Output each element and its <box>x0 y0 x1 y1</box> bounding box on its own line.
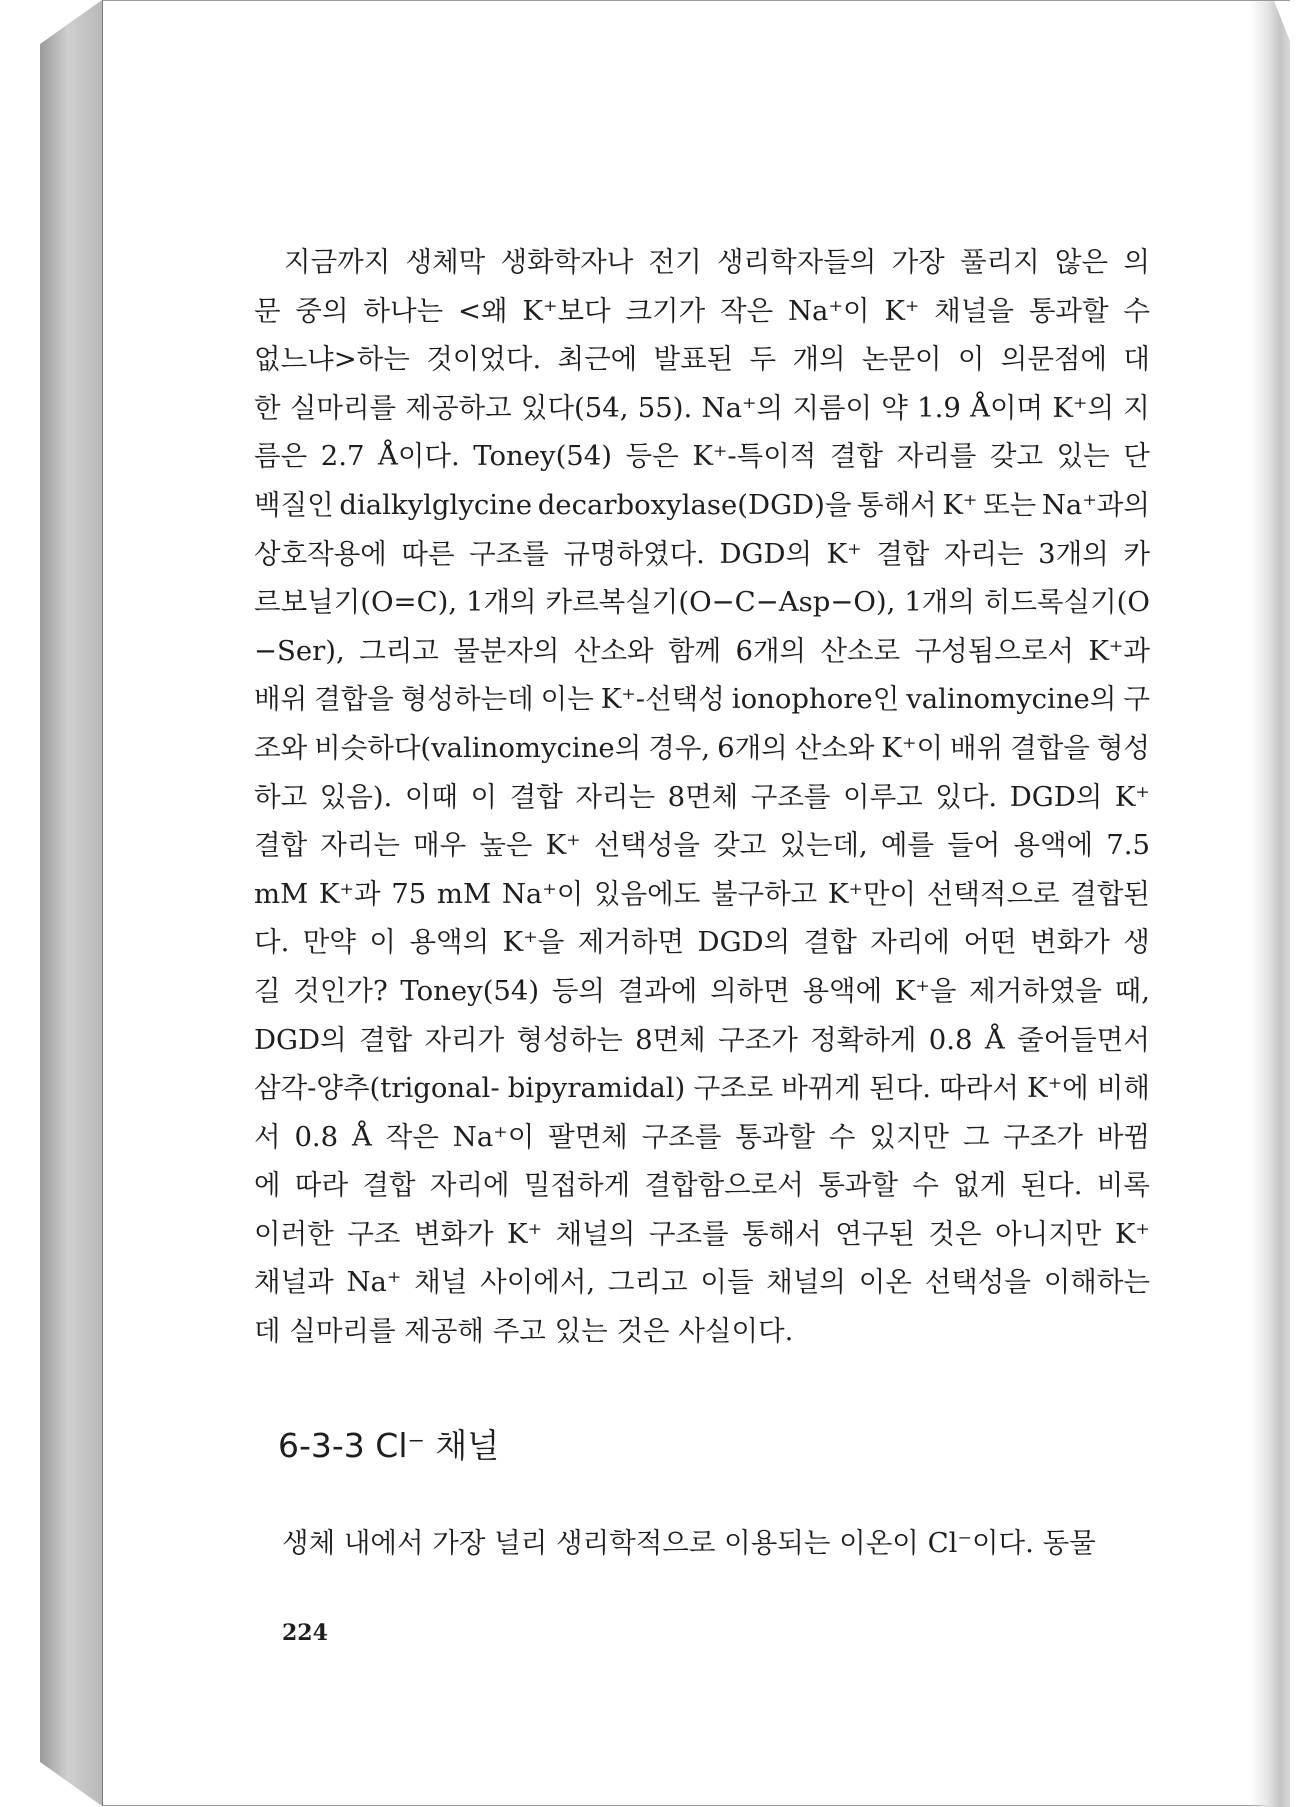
word: 이러한 <box>254 1217 334 1250</box>
word: 풀리지 <box>959 246 1040 278</box>
word: DGD의 <box>254 1023 347 1056</box>
text-line <box>254 967 1150 1016</box>
word: 결합 <box>358 1023 413 1056</box>
word: 통과할 <box>735 1120 815 1153</box>
word: 수 <box>912 1169 939 1202</box>
word: 2.7 <box>320 440 365 473</box>
word: 구조를 <box>641 1120 722 1153</box>
word: <왜 <box>457 294 508 327</box>
word: 결합 <box>509 780 563 813</box>
word: 결합을 <box>314 683 394 716</box>
word: 그리고 <box>359 634 439 667</box>
word: decarboxylase(DGD)을 <box>537 488 852 521</box>
text-line <box>254 1016 1150 1065</box>
text-line <box>254 287 1150 336</box>
word: 갖고 <box>989 440 1044 473</box>
word: 백질인 <box>254 488 334 521</box>
word: 의 <box>1123 246 1150 278</box>
word: 용액에 <box>802 974 883 1007</box>
word: 있는데, <box>779 829 868 862</box>
word: K⁺ <box>1114 1217 1150 1250</box>
word: 용액에 <box>1013 829 1094 862</box>
word: 형성 <box>1096 731 1150 764</box>
page-edge <box>1250 1 1290 1807</box>
word: 결합 <box>803 926 857 959</box>
word: 3개의 <box>1038 537 1109 570</box>
word: 채널과 <box>254 1266 334 1299</box>
word: 하고 <box>254 780 308 813</box>
word: 서 <box>254 1120 281 1153</box>
word: 선택성을 <box>593 829 700 862</box>
word: 구조 <box>347 1217 401 1250</box>
word: 전기 <box>648 246 702 278</box>
word: 6개의 <box>735 634 807 667</box>
word: 결합을 <box>1010 731 1090 764</box>
text-line <box>254 821 1150 870</box>
word: 있다. <box>935 780 998 813</box>
word: 상호작용에 <box>254 537 387 570</box>
word: Toney(54) <box>400 974 540 1007</box>
word: 구 <box>1123 683 1150 716</box>
word: 결합함으로서 <box>644 1169 804 1202</box>
word: ionophore인 <box>731 683 900 716</box>
word: 채널의 <box>766 1266 846 1299</box>
word: 등의 <box>551 974 605 1007</box>
word: K⁺을 <box>502 926 565 959</box>
word: 개의 <box>792 343 846 376</box>
word: 약 <box>881 391 908 424</box>
word: 길 <box>254 974 281 1007</box>
text-line <box>254 1113 1150 1162</box>
text-line <box>254 1258 1150 1307</box>
word: 구조가 <box>1003 1120 1083 1153</box>
word: K⁺ <box>507 1217 543 1250</box>
word: Å <box>984 1023 1005 1056</box>
word: 구조로 <box>693 1072 774 1105</box>
word: 된다. <box>869 1072 932 1105</box>
word: mM <box>436 877 492 910</box>
word: 생리학자들의 <box>716 246 877 278</box>
word: 자리는 <box>320 829 400 862</box>
text-line <box>254 384 1150 433</box>
word: 결합 <box>876 537 930 570</box>
word: 비록 <box>1096 1169 1150 1202</box>
word: 이는 <box>540 683 594 716</box>
text-line <box>254 773 1150 822</box>
word: 그 <box>962 1120 990 1153</box>
word: 줄어들면서 <box>1017 1023 1150 1056</box>
word: 구조를 <box>469 537 549 570</box>
word: 6개의 <box>717 731 788 764</box>
word: 이들 <box>700 1266 754 1299</box>
word: 용액의 <box>409 926 490 959</box>
word: 형성하는 <box>516 1023 623 1056</box>
text-line <box>254 238 1150 287</box>
word: 갖고 <box>713 829 767 862</box>
word: 이 <box>369 926 396 959</box>
word: Å이며 <box>970 391 1044 424</box>
word: 배위 <box>254 683 308 716</box>
word: 실마리를 <box>289 391 397 424</box>
word: 가장 <box>891 246 945 278</box>
word: 자리에 <box>870 926 950 959</box>
word: 정확하게 <box>810 1023 917 1056</box>
word: 통해서 <box>857 488 937 521</box>
word: K⁺과 <box>318 877 381 910</box>
word: 에 <box>254 1169 281 1202</box>
word: 없게 <box>953 1169 1007 1202</box>
word: 바뀌게 <box>781 1072 861 1105</box>
word: 선택적으로 <box>926 877 1060 910</box>
text-line <box>254 627 1150 676</box>
word: 1개의 <box>466 586 537 619</box>
word: 8면체 <box>667 780 739 813</box>
word: 자리는 <box>943 537 1024 570</box>
word: 함께 <box>667 634 722 667</box>
word: 있지만 <box>869 1120 949 1153</box>
text-line <box>254 335 1150 384</box>
word: 수 <box>828 1120 856 1153</box>
word: 비해 <box>1096 1072 1150 1105</box>
word: 지 <box>1123 391 1150 424</box>
word: 크기가 <box>625 294 706 327</box>
word: 통과할 <box>818 1169 898 1202</box>
word: Toney(54) <box>473 440 613 473</box>
word: 산소와 <box>794 731 875 764</box>
word: Na⁺ <box>346 1266 402 1299</box>
word: 형성하는데 <box>400 683 534 716</box>
word: 바뀜 <box>1096 1120 1150 1153</box>
word: 구성됨으로서 <box>914 634 1074 667</box>
word: 팔면체 <box>548 1120 628 1153</box>
word: 비슷하다(valinomycine의 <box>314 731 642 764</box>
word: 논문이 <box>861 343 942 376</box>
word: DGD의 <box>719 537 813 570</box>
word: 결합 <box>829 440 884 473</box>
word: 규명하였다. <box>563 537 705 570</box>
word: 하나는 <box>363 294 444 327</box>
word: K⁺만이 <box>827 877 917 910</box>
text-line <box>254 432 1150 481</box>
word: 결합 <box>362 1169 416 1202</box>
word: 결합된 <box>1070 877 1150 910</box>
word: 름은 <box>254 440 308 473</box>
page-number: 224 <box>282 1620 328 1646</box>
word: 통과할 <box>1028 294 1109 327</box>
word: 예를 <box>880 829 935 862</box>
word: 배위 <box>950 731 1004 764</box>
word: Å <box>352 1120 372 1153</box>
word: 지금까지 <box>284 246 391 278</box>
word: Na⁺이 <box>787 294 870 327</box>
word: 중의 <box>295 294 349 327</box>
word: 이해하는 <box>1043 1266 1150 1299</box>
word: 작은 <box>720 294 774 327</box>
word: valinomycine의 <box>906 683 1117 716</box>
word: K⁺ <box>545 829 581 862</box>
word: 없느냐>하는 <box>254 343 410 376</box>
word: K⁺이 <box>881 731 944 764</box>
text-line <box>254 675 1150 724</box>
word: 연구된 <box>835 1217 915 1250</box>
word: 8면체 <box>635 1023 706 1056</box>
word: K⁺-선택성 <box>600 683 725 716</box>
word: 있음). <box>319 780 393 813</box>
word: 0.8 <box>294 1120 339 1153</box>
text-line <box>254 481 1150 530</box>
word: 르보닐기(O=C), <box>254 586 458 619</box>
word: 등은 <box>625 440 679 473</box>
word: 조와 <box>254 731 308 764</box>
word: 이 <box>470 780 498 813</box>
text-line <box>254 530 1150 579</box>
word: 구조를 <box>750 780 831 813</box>
word: 있음에도 <box>594 877 701 910</box>
word: 산소로 <box>820 634 901 667</box>
word: Na⁺과의 <box>1041 488 1150 521</box>
word: 작은 <box>385 1120 439 1153</box>
word: DGD의 <box>697 926 791 959</box>
word: K⁺과 <box>1088 634 1150 667</box>
word: 한 <box>254 391 281 424</box>
word: 1.9 <box>917 391 961 424</box>
word: 경우, <box>648 731 711 764</box>
word: 통해서 <box>742 1217 822 1250</box>
word: 자리를 <box>896 440 977 473</box>
word: DGD의 <box>1009 780 1103 813</box>
book-spine <box>40 0 102 1806</box>
word: K⁺ <box>826 537 862 570</box>
text-line: 데 실마리를 제공해 주고 있는 것은 사실이다. <box>254 1315 794 1348</box>
word: 두 <box>749 343 777 376</box>
paragraph-1 <box>254 238 1150 1356</box>
word: 생 <box>1123 926 1150 959</box>
text-line <box>254 724 1150 773</box>
word: K⁺의 <box>1052 391 1115 424</box>
word: 구조가 <box>718 1023 798 1056</box>
word: 채널을 <box>934 294 1014 327</box>
word: 지름이 <box>792 391 873 424</box>
word: 결과에 <box>617 974 698 1007</box>
word: Na⁺이 <box>452 1120 535 1153</box>
word: Å이다. <box>378 440 460 473</box>
word: 변화가 <box>1030 926 1110 959</box>
word: 제공하고 <box>405 391 512 424</box>
word: 최근에 <box>557 343 638 376</box>
word: 만약 <box>302 926 356 959</box>
word: 삼각-양추(trigonal- <box>254 1072 500 1105</box>
word: 따른 <box>401 537 455 570</box>
word: 대 <box>1123 343 1150 376</box>
word: 수 <box>1123 294 1150 327</box>
word: 것이었다. <box>426 343 542 376</box>
word: 이루고 <box>843 780 923 813</box>
word: K⁺에 <box>1027 1072 1089 1105</box>
text-line <box>254 1161 1150 1210</box>
word: 선택성을 <box>924 1266 1031 1299</box>
word: Na⁺의 <box>701 391 784 424</box>
word: 따라서 <box>939 1072 1019 1105</box>
word: K⁺보다 <box>522 294 611 327</box>
word: 어떤 <box>963 926 1017 959</box>
word: 따라 <box>294 1169 349 1202</box>
word: 아니지만 <box>995 1217 1102 1250</box>
word: −Ser), <box>254 634 345 667</box>
word: 물분자의 <box>453 634 560 667</box>
word: 의문점에 <box>1000 343 1108 376</box>
word: 높은 <box>479 829 533 862</box>
word: 75 <box>391 877 427 910</box>
word: K⁺ <box>1114 780 1150 813</box>
word: 것인가? <box>293 974 388 1007</box>
word: 다. <box>254 926 290 959</box>
word: K⁺을 <box>894 974 957 1007</box>
word: 자리는 <box>575 780 656 813</box>
section-heading: 6-3-3 Cl⁻ 채널 <box>278 1426 500 1465</box>
word: 또는 <box>983 488 1037 521</box>
word: 이 <box>957 343 985 376</box>
word: 55). <box>637 391 693 424</box>
word: 산소와 <box>573 634 654 667</box>
word: 0.8 <box>928 1023 973 1056</box>
word: 문 <box>254 294 281 327</box>
paragraph-2: 생체 내에서 가장 널리 생리학적으로 이용되는 이온이 Cl⁻이다. 동물 <box>282 1527 1096 1559</box>
word: 밀접하게 <box>523 1169 631 1202</box>
word: 사이에서, <box>480 1266 596 1299</box>
word: mM <box>254 877 309 910</box>
word: 있다(54, <box>520 391 629 424</box>
word: 7.5 <box>1106 829 1150 862</box>
text-line <box>254 1210 1150 1259</box>
word: Na⁺이 <box>501 877 584 910</box>
word: 의하면 <box>710 974 790 1007</box>
text-line <box>254 1064 1150 1113</box>
text-line <box>254 578 1150 627</box>
word: 않은 <box>1054 246 1109 278</box>
word: 자리에 <box>429 1169 510 1202</box>
word: 매우 <box>413 829 467 862</box>
word: 제거하면 <box>577 926 685 959</box>
word: 된다. <box>1020 1169 1083 1202</box>
word: 채널 <box>414 1266 468 1299</box>
word: 생체막 <box>405 246 486 278</box>
word: 채널의 <box>555 1217 636 1250</box>
text-line <box>254 870 1150 919</box>
word: bipyramidal) <box>507 1072 686 1105</box>
word: 카르복실기(O−C−Asp−O), <box>545 586 896 619</box>
word: 단 <box>1123 440 1150 473</box>
word: 불구하고 <box>710 877 818 910</box>
word: 히드록실기(O <box>983 586 1150 619</box>
text-line <box>254 918 1150 967</box>
word: K⁺ <box>884 294 920 327</box>
word: 때, <box>1114 974 1150 1007</box>
word: 구조를 <box>648 1217 729 1250</box>
word: 자리가 <box>424 1023 505 1056</box>
word: 변화가 <box>413 1217 494 1250</box>
word: 발표된 <box>653 343 734 376</box>
word: 이때 <box>404 780 458 813</box>
word: dialkylglycine <box>339 488 533 521</box>
word: K⁺-특이적 <box>692 440 817 473</box>
word: 제거하였을 <box>969 974 1102 1007</box>
word: K⁺ <box>942 488 978 521</box>
word: 결합 <box>254 829 308 862</box>
word: 이온 <box>858 1266 912 1299</box>
word: 있는 <box>1056 440 1110 473</box>
word: 그리고 <box>607 1266 688 1299</box>
word: 들어 <box>947 829 1001 862</box>
word: 카 <box>1123 537 1150 570</box>
word: 것은 <box>928 1217 982 1250</box>
word: 1개의 <box>904 586 975 619</box>
word: 생화학자나 <box>500 246 634 278</box>
